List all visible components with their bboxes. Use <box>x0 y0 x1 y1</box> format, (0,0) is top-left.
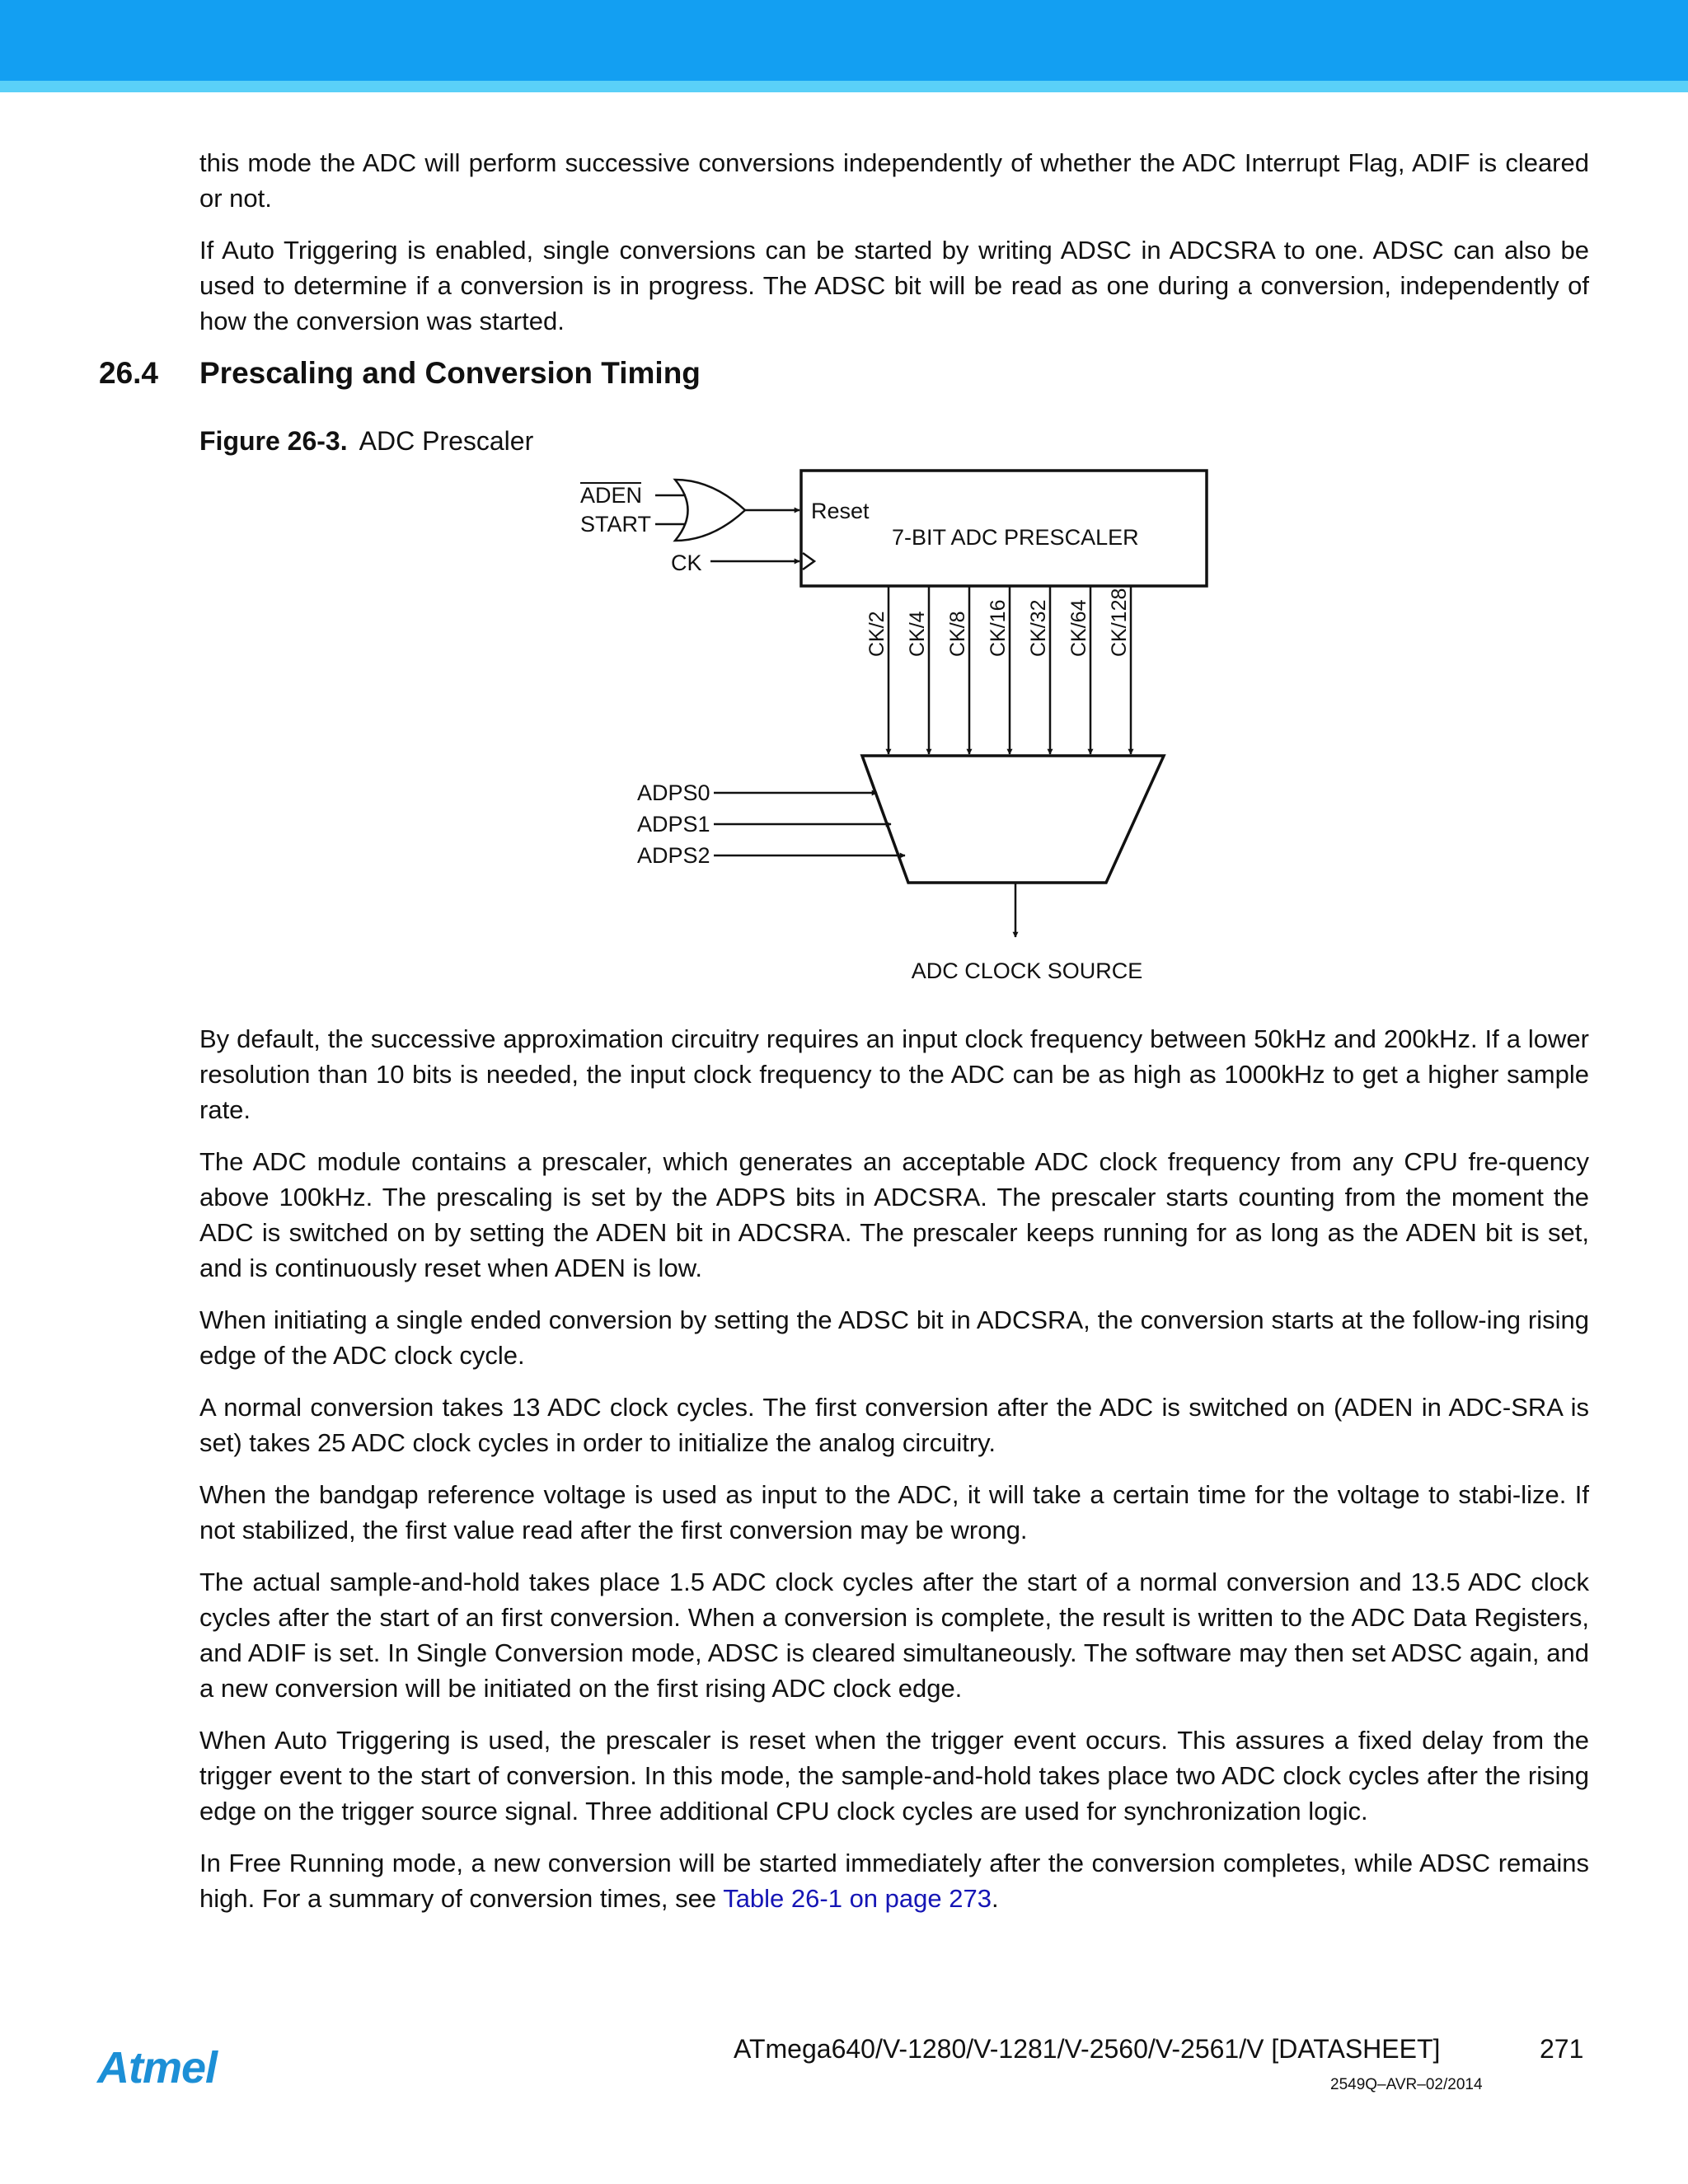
atmel-logo: Atmel <box>97 2043 218 2093</box>
adps0-label: ADPS0 <box>637 780 710 805</box>
output-label: ADC CLOCK SOURCE <box>911 958 1143 983</box>
reset-label: Reset <box>811 499 870 523</box>
ck-label: CK <box>671 551 702 575</box>
figure-title: ADC Prescaler <box>359 426 534 456</box>
section-heading <box>99 355 1589 391</box>
tap-label: CK/16 <box>987 599 1010 657</box>
section-number: 26.4 <box>99 356 159 390</box>
tap-label: CK/2 <box>865 611 889 657</box>
paragraph: If Auto Triggering is enabled, single conversions can be started by writing ADSC in ADCSRA to one. ADSC can also be used to determine if a conversion is in progress. The ADSC bit will be read as one during a conversion, independently of how the conversion was started. <box>199 236 1589 335</box>
paragraph-end: . <box>991 1884 999 1913</box>
paragraph: The actual sample-and-hold takes place 1.5 ADC clock cycles after the start of a normal conversion and 13.5 ADC clock cycles after the start of an first conversion. When a conversion is complete, the result is written to the ADC Data Registers, and ADIF is set. In Single Conversion mode, ADSC is cleared simultaneously. The software may then set ADSC again, and a new conversion will be initiated on the first rising ADC clock edge. <box>199 1568 1589 1703</box>
paragraph: When initiating a single ended conversion by setting the ADSC bit in ADCSRA, the conversion starts at the follow-ing rising edge of the ADC clock cycle. <box>199 1305 1589 1370</box>
tap-label: CK/8 <box>946 611 969 657</box>
or-gate <box>675 480 745 541</box>
paragraph-last <box>199 1845 1589 1916</box>
prescaler-title: 7-BIT ADC PRESCALER <box>892 525 1139 550</box>
page-number: 271 <box>1540 2034 1584 2064</box>
multiplexer <box>862 756 1164 883</box>
adc-prescaler-diagram <box>199 466 1589 1010</box>
tap-ck64 <box>1067 586 1090 754</box>
paragraph: By default, the successive approximation circuitry requires an input clock frequency between 50kHz and 200kHz. If a lower resolution than 10 bits is needed, the input clock frequency to the ADC can be as high as 1000kHz to get a higher sample rate. <box>199 1024 1589 1124</box>
tap-ck128 <box>1108 586 1131 754</box>
tap-label: CK/4 <box>906 611 929 657</box>
paragraph: this mode the ADC will perform successive conversions independently of whether the ADC Interrupt Flag, ADIF is cleared or not. <box>199 148 1589 213</box>
tap-ck4 <box>906 586 929 754</box>
header-stripe <box>0 81 1688 92</box>
paragraph: When the bandgap reference voltage is used as input to the ADC, it will take a certain time for the voltage to stabi-lize. If not stabilized, the first value read after the first conversion may be wrong. <box>199 1480 1589 1544</box>
tap-ck32 <box>1027 586 1050 754</box>
paragraph-text: In Free Running mode, a new conversion will be started immediately after the conversion completes, while ADSC remains high. For a summary of conversion times, see <box>199 1849 1589 1913</box>
figure-label: Figure 26-3. <box>199 426 348 456</box>
paragraph: A normal conversion takes 13 ADC clock cycles. The first conversion after the ADC is switched on (ADEN in ADC-SRA is set) takes 25 ADC clock cycles in order to initialize the analog circuitry. <box>199 1393 1589 1457</box>
paragraph: The ADC module contains a prescaler, which generates an acceptable ADC clock frequency from any CPU fre-quency above 100kHz. The prescaling is set by the ADPS bits in ADCSRA. The prescaler starts counting from the moment the ADC is switched on by setting the ADEN bit in ADCSRA. The prescaler keeps running for as long as the ADEN bit is set, and is continuously reset when ADEN is low. <box>199 1147 1589 1282</box>
figure-caption <box>199 424 1589 457</box>
adps1-label: ADPS1 <box>637 812 710 837</box>
prescaler-svg <box>199 466 1589 1010</box>
tap-ck8 <box>946 586 969 754</box>
page-content <box>99 145 1589 1933</box>
paragraph: When Auto Triggering is used, the prescaler is reset when the trigger event occurs. This assures a fixed delay from the trigger event to the start of conversion. In this mode, the sample-and-hold takes place two ADC clock cycles after the rising edge on the trigger source signal. Three additional CPU clock cycles are used for synchronization logic. <box>199 1726 1589 1825</box>
section-title: Prescaling and Conversion Timing <box>199 356 701 390</box>
tap-label: CK/128 <box>1108 588 1131 657</box>
aden-label: ADEN <box>580 483 643 508</box>
header-band <box>0 0 1688 81</box>
clock-input-symbol <box>803 553 814 569</box>
footer-title: ATmega640/V-1280/V-1281/V-2560/V-2561/V [DATASHEET] <box>734 2034 1441 2064</box>
tap-label: CK/64 <box>1067 599 1090 657</box>
table-26-1-link[interactable]: Table 26-1 on page 273 <box>723 1884 992 1913</box>
tap-label: CK/32 <box>1027 599 1050 657</box>
adps2-label: ADPS2 <box>637 843 710 868</box>
document-id: 2549Q–AVR–02/2014 <box>1330 2076 1483 2093</box>
tap-ck2 <box>865 586 889 754</box>
tap-ck16 <box>987 586 1010 754</box>
start-label: START <box>580 512 652 537</box>
